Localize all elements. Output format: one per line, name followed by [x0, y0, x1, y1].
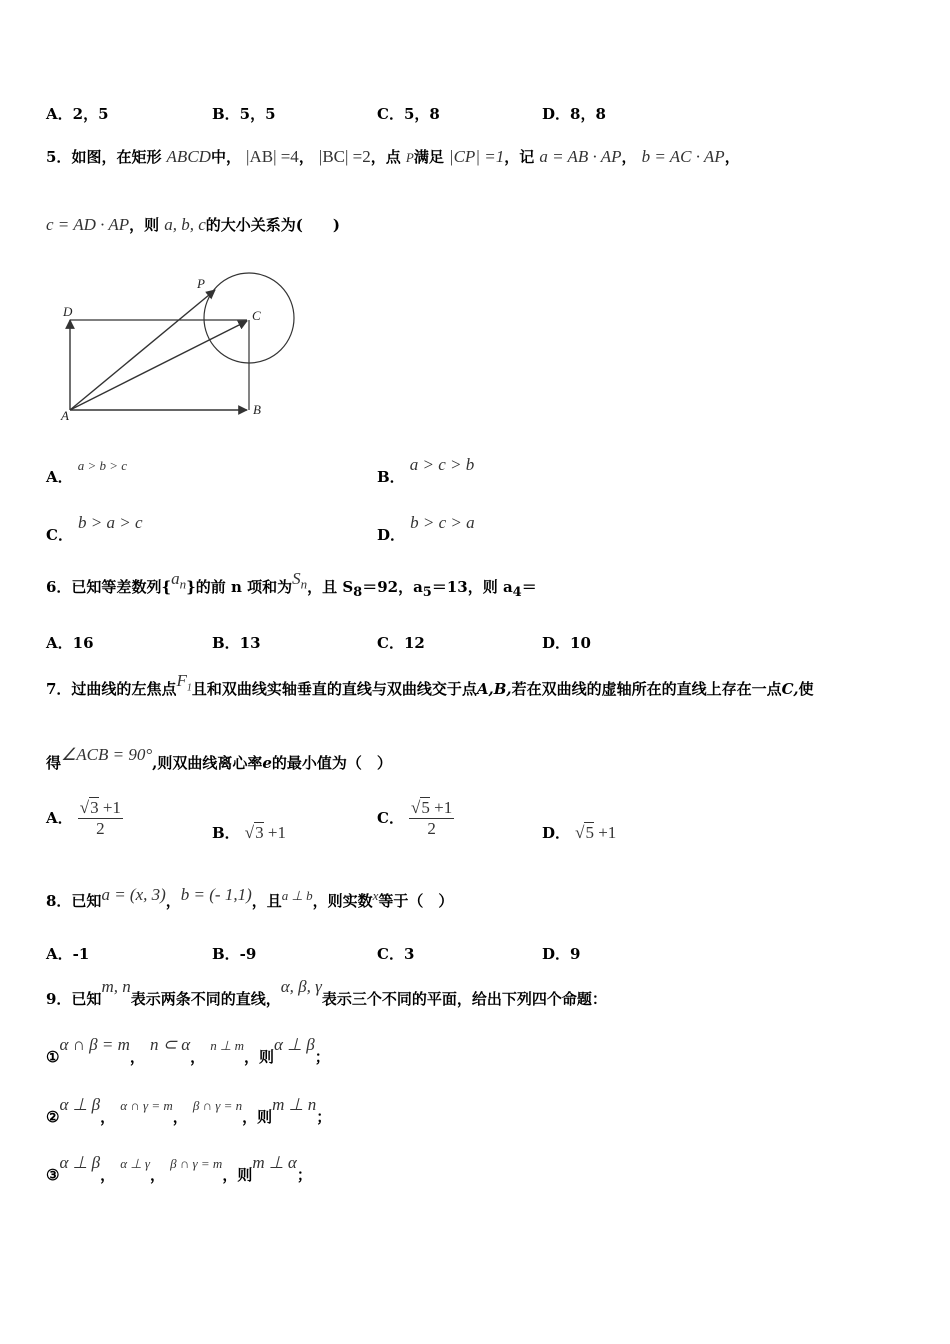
q9-p2-expr-3: β ∩ γ = n: [192, 1098, 243, 1113]
q7-text-6: ,则双曲线离心率: [152, 754, 263, 772]
q7-option-d-label: D．: [542, 824, 571, 842]
q5-option-c: [46, 512, 143, 544]
q5-text-5: ，记: [504, 148, 535, 166]
q9-p1-expr-1: α ∩ β = m: [59, 1035, 130, 1054]
q5-text-7: 的大小关系为( ): [205, 216, 340, 234]
q5-option-a-expr: a > b > c: [77, 458, 128, 473]
q9-p2-expr-1: α ⊥ β: [59, 1095, 101, 1114]
q6-option-b: B．13: [212, 634, 261, 652]
figure-label-p: P: [197, 276, 205, 291]
q7-option-d-expr: √5 +1: [575, 823, 617, 842]
q7-option-d: [542, 822, 616, 843]
q7-option-b-expr: √3 +1: [244, 823, 286, 842]
q8-stem: [46, 884, 454, 910]
q7-eccentricity-e: e: [262, 754, 272, 772]
q7-points-ab: A,B,: [476, 680, 512, 698]
q7-text-5: 得: [46, 754, 62, 772]
q6-text-1: 6．已知等差数列{: [46, 578, 172, 596]
figure-label-b: B: [253, 402, 261, 417]
q8-text-4: 等于（ ）: [378, 892, 454, 910]
q5-comma-2: ，: [621, 148, 637, 166]
q6-option-a: A．16: [46, 634, 94, 652]
q5-stem-line1: 5．如图，在矩形 ABCD中， |AB| =4， |BC| =2，点 P满足 |CP| =1，记 a = AB · AP， b = AC · AP，: [46, 147, 740, 166]
q7-option-c: [377, 798, 454, 839]
q9-p3-expr-4: m ⊥ α: [252, 1153, 297, 1172]
q9-p1-then: ，则: [243, 1048, 274, 1066]
q4-option-a: A．2，5: [46, 105, 109, 123]
q5-option-d: [377, 512, 475, 544]
q9-p3-expr-1: α ⊥ β: [59, 1153, 101, 1172]
q8-option-d: D．9: [542, 945, 581, 963]
q7-option-c-fraction: $\frac{√5 +1}{2}$: [411, 798, 453, 838]
q5-rect-name: ABCD: [166, 147, 211, 166]
q4-option-b: B．5，5: [212, 105, 276, 123]
q7-point-c: C,: [781, 680, 799, 698]
q5-option-a-label: A．: [46, 468, 73, 486]
q5-text-3: ，点: [370, 148, 401, 166]
q5-option-a: [46, 454, 128, 486]
q7-option-a: [46, 798, 123, 839]
q5-option-b-expr: a > c > b: [409, 455, 475, 474]
q6-sum-s: $S_n$: [292, 569, 308, 592]
q8-vector-a: a = (x, 3): [101, 885, 166, 904]
q6-stem: 6．已知等差数列$\{a_n\}$的前 n 项和为$S_n$，且 $S_8=92$，$a_5=13$，则 $a_4=$: [46, 569, 537, 601]
figure-label-c: C: [252, 308, 261, 323]
q6-text-2: }的前 n 项和为: [186, 578, 293, 596]
q5-b-definition: b = AC · AP: [641, 147, 725, 166]
q9-p2-expr-4: m ⊥ n: [272, 1095, 317, 1114]
q7-option-c-label: C．: [377, 809, 404, 827]
q9-lines-mn: m, n: [101, 977, 131, 996]
q6-option-c: C．12: [377, 634, 425, 652]
q9-stem: [46, 976, 607, 1008]
q9-p1-expr-2: n ⊂ α: [149, 1035, 191, 1054]
q9-p3-then: ，则: [222, 1166, 253, 1184]
q8-perpendicular: a ⊥ b: [281, 888, 313, 903]
q8-text-3: ，则实数: [312, 892, 373, 910]
q8-variable-x: x: [372, 888, 379, 903]
q5-c-definition: c = AD · AP: [46, 215, 130, 234]
q5-cp-length: |CP| =1: [448, 147, 505, 166]
q8-vector-b: b = (- 1,1): [180, 885, 252, 904]
q9-proposition-2: ②α ⊥ β， α ∩ γ = m， β ∩ γ = n，则m ⊥ n；: [46, 1095, 332, 1126]
q9-p1-mark: ①: [46, 1048, 60, 1066]
q8-text-1: 8．已知: [46, 892, 102, 910]
q5-text-2: 中，: [210, 148, 241, 166]
q7-option-b-label: B．: [212, 824, 240, 842]
q5-option-c-expr: b > a > c: [78, 513, 143, 532]
q7-stem-line1: [46, 670, 814, 698]
q7-stem-line2: [46, 744, 392, 772]
q9-p2-then: ，则: [242, 1108, 273, 1126]
q5-option-d-expr: b > c > a: [410, 513, 475, 532]
q5-text-6: ，则: [129, 216, 160, 234]
q9-text-3: 表示三个不同的平面，给出下列四个命题：: [321, 990, 607, 1008]
q5-option-b: [377, 454, 475, 486]
q8-text-2: ，且: [251, 892, 282, 910]
figure-label-d: D: [63, 304, 73, 319]
q9-p1-expr-3: n ⊥ m: [210, 1038, 244, 1053]
q5-option-c-label: C．: [46, 526, 73, 544]
q7-angle: ∠ACB = 90°: [61, 745, 153, 764]
q5-ab-length: |AB| =4: [246, 147, 299, 166]
q5-a-definition: a = AB · AP: [539, 147, 622, 166]
q9-text-1: 9．已知: [46, 990, 102, 1008]
q7-focus-f1: $F_1$: [176, 671, 192, 694]
q8-comma: ，: [165, 892, 181, 910]
q5-text-4: 满足: [413, 148, 444, 166]
q7-text-3: 若在双曲线的虚轴所在的直线上存在一点: [511, 680, 782, 698]
q7-option-a-fraction: $\frac{√3 +1}{2}$: [79, 798, 121, 838]
q4-option-d: D．8，8: [542, 105, 606, 123]
q7-text-1: 7．过曲线的左焦点: [46, 680, 177, 698]
q7-option-b: [212, 822, 286, 843]
q4-option-c: C．5，8: [377, 105, 440, 123]
q6-text-6: ＝: [521, 578, 537, 596]
vector-ap-arrow: [70, 290, 215, 410]
q7-text-2: 且和双曲线实轴垂直的直线与双曲线交于点: [191, 680, 477, 698]
q9-proposition-3: ③α ⊥ β， α ⊥ γ， β ∩ γ = m，则m ⊥ α；: [46, 1153, 312, 1184]
q6-text-5: ＝13，则 a: [431, 578, 513, 596]
q7-text-4: 使: [798, 680, 814, 698]
q5-comma: ，: [298, 148, 314, 166]
q6-option-d: D．10: [542, 634, 591, 652]
q9-p1-expr-4: α ⊥ β: [274, 1035, 315, 1054]
q5-bc-length: |BC| =2: [318, 147, 371, 166]
q7-option-a-label: A．: [46, 809, 73, 827]
q9-planes: α, β, γ: [280, 977, 322, 996]
q9-p3-expr-3: β ∩ γ = m: [170, 1156, 223, 1171]
q7-text-7: 的最小值为（ ）: [271, 754, 392, 772]
q5-point-p: P: [405, 150, 414, 165]
q8-option-c: C．3: [377, 945, 415, 963]
q6-text-4: ＝92，a: [362, 578, 423, 596]
q5-option-d-label: D．: [377, 526, 406, 544]
q6-text-3: ，且 S: [307, 578, 354, 596]
q9-text-2: 表示两条不同的直线，: [130, 990, 281, 1008]
q9-proposition-1: ①α ∩ β = m， n ⊂ α， n ⊥ m，则α ⊥ β；: [46, 1035, 330, 1066]
figure-label-a: A: [61, 408, 69, 423]
q8-option-b: B．-9: [212, 945, 257, 963]
vector-ac-arrow: [70, 321, 247, 410]
q9-p3-expr-2: α ⊥ γ: [120, 1156, 151, 1171]
q5-option-b-label: B．: [377, 468, 405, 486]
q5-stem-line2: [46, 214, 340, 235]
q8-option-a: A．-1: [46, 945, 90, 963]
q9-p2-expr-2: α ∩ γ = m: [120, 1098, 173, 1113]
q9-p3-mark: ③: [46, 1166, 60, 1184]
q9-p2-mark: ②: [46, 1108, 60, 1126]
q5-number: 5．: [46, 148, 72, 166]
q5-text-1: 如图，在矩形: [71, 148, 162, 166]
q5-rectangle-figure: [55, 268, 305, 428]
q6-sequence-a: $a_n$: [171, 569, 187, 592]
q5-abc: a, b, c: [164, 215, 206, 234]
